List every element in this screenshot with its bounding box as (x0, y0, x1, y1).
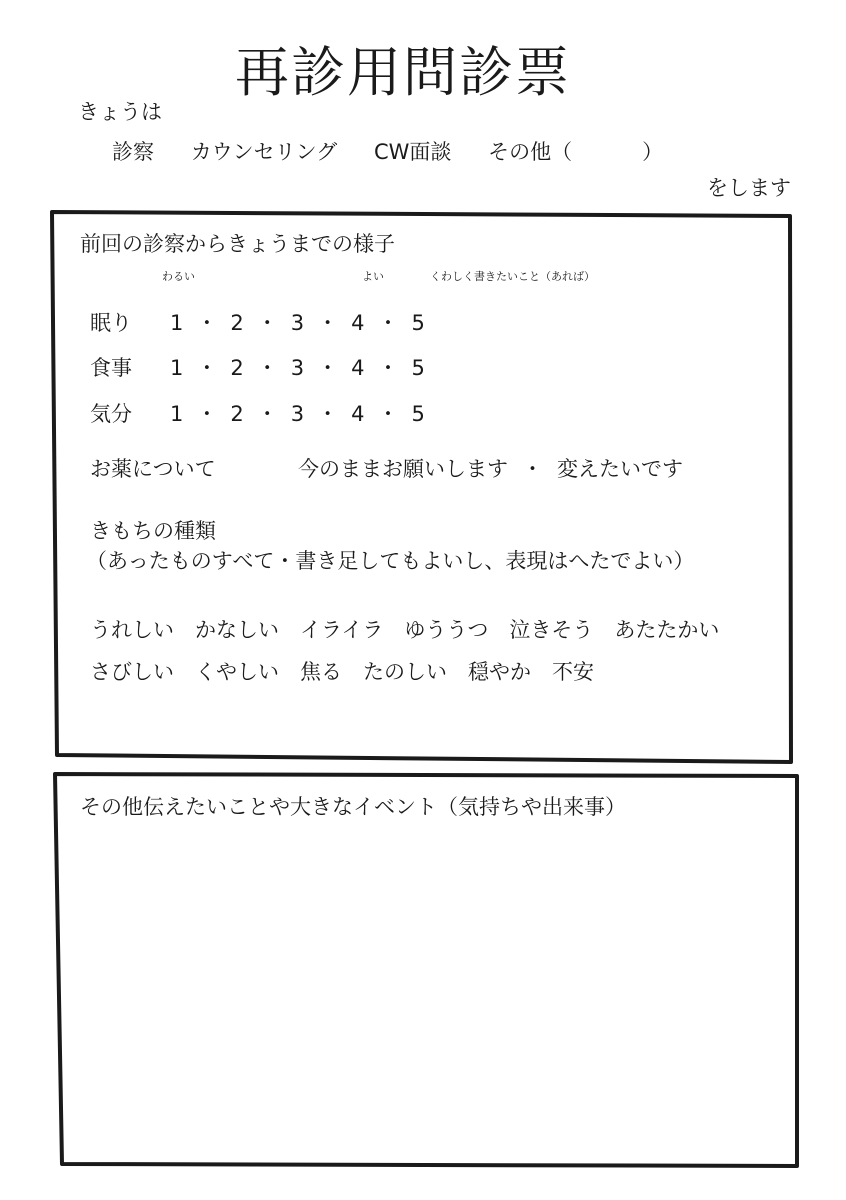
feeling-option[interactable]: さびしい (90, 660, 174, 684)
free-text-area[interactable] (70, 830, 785, 1155)
medication-label: お薬について (90, 457, 216, 481)
feeling-option[interactable]: くやしい (195, 660, 279, 684)
rating-separator: ・ (196, 402, 219, 426)
detail-hint-label: くわしく書きたいこと（あれば） (430, 270, 595, 283)
rating-label-sleep: 眠り (90, 311, 132, 335)
feeling-option[interactable]: イライラ (300, 618, 384, 642)
rating-option: 3 (290, 311, 306, 335)
visit-suffix: をします (707, 176, 791, 200)
feeling-option[interactable]: 不安 (552, 660, 594, 684)
medication-option-change[interactable]: 変えたいです (557, 457, 683, 481)
feelings-row-1 (90, 614, 719, 644)
rating-option: 5 (411, 311, 426, 335)
rating-option: 5 (411, 402, 426, 426)
rating-label-mood: 気分 (90, 402, 132, 426)
feeling-option[interactable]: ゆううつ (404, 618, 489, 642)
section1-title: 前回の診察からきょうまでの様子 (80, 232, 395, 256)
feeling-option[interactable]: あたたかい (614, 618, 720, 642)
feeling-option[interactable]: うれしい (90, 618, 174, 642)
rating-option: 2 (230, 311, 245, 335)
rating-option: 1 (170, 402, 185, 426)
rating-separator: ・ (196, 356, 219, 380)
rating-separator: ・ (317, 356, 340, 380)
rating-separator: ・ (377, 356, 400, 380)
rating-separator: ・ (196, 311, 219, 335)
rating-scale-mood[interactable] (170, 398, 426, 428)
visit-type-cw-interview[interactable]: CW面談 (373, 140, 452, 164)
rating-separator: ・ (256, 311, 279, 335)
medication-separator: ・ (522, 457, 543, 481)
rating-option: 4 (351, 356, 366, 380)
visit-type-shinsatsu[interactable]: 診察 (112, 140, 154, 164)
visit-type-other-close: ） (642, 140, 664, 164)
rating-option: 3 (290, 402, 306, 426)
intro-text: きょうは (78, 100, 162, 124)
visit-type-other[interactable]: その他（ (488, 140, 573, 164)
medication-options (298, 453, 683, 483)
rating-separator: ・ (256, 402, 279, 426)
rating-separator: ・ (317, 402, 340, 426)
rating-separator: ・ (317, 311, 340, 335)
rating-option: 4 (351, 311, 366, 335)
scale-low-label: わるい (162, 270, 195, 283)
visit-type-counseling[interactable]: カウンセリング (190, 140, 338, 164)
feeling-option[interactable]: 焦る (300, 660, 342, 684)
feeling-option[interactable]: かなしい (195, 618, 279, 642)
rating-option: 5 (411, 356, 426, 380)
rating-separator: ・ (377, 402, 400, 426)
feeling-option[interactable]: 泣きそう (509, 618, 594, 642)
rating-option: 1 (170, 356, 185, 380)
scale-high-label: よい (362, 270, 384, 283)
feelings-row-2 (90, 656, 615, 686)
feelings-title: きもちの種類 (90, 519, 216, 543)
feeling-option[interactable]: たのしい (363, 660, 447, 684)
medication-option-keep[interactable]: 今のままお願いします (298, 457, 508, 481)
rating-separator: ・ (256, 356, 279, 380)
rating-separator: ・ (377, 311, 400, 335)
section2-title: その他伝えたいことや大きなイベント（気持ちや出来事） (80, 795, 626, 819)
rating-option: 2 (230, 356, 245, 380)
feeling-option[interactable]: 穏やか (468, 660, 531, 684)
rating-option: 3 (290, 356, 306, 380)
rating-option: 1 (170, 311, 185, 335)
rating-scale-sleep[interactable] (170, 307, 426, 337)
rating-scale-meal[interactable] (170, 352, 426, 382)
visit-type-options (112, 136, 693, 166)
page-title: 再診用問診票 (235, 41, 571, 104)
rating-option: 2 (230, 402, 245, 426)
rating-label-meal: 食事 (90, 356, 132, 380)
rating-option: 4 (351, 402, 366, 426)
feelings-note: （あったものすべて・書き足してもよいし、表現はへたでよい） (86, 549, 695, 573)
